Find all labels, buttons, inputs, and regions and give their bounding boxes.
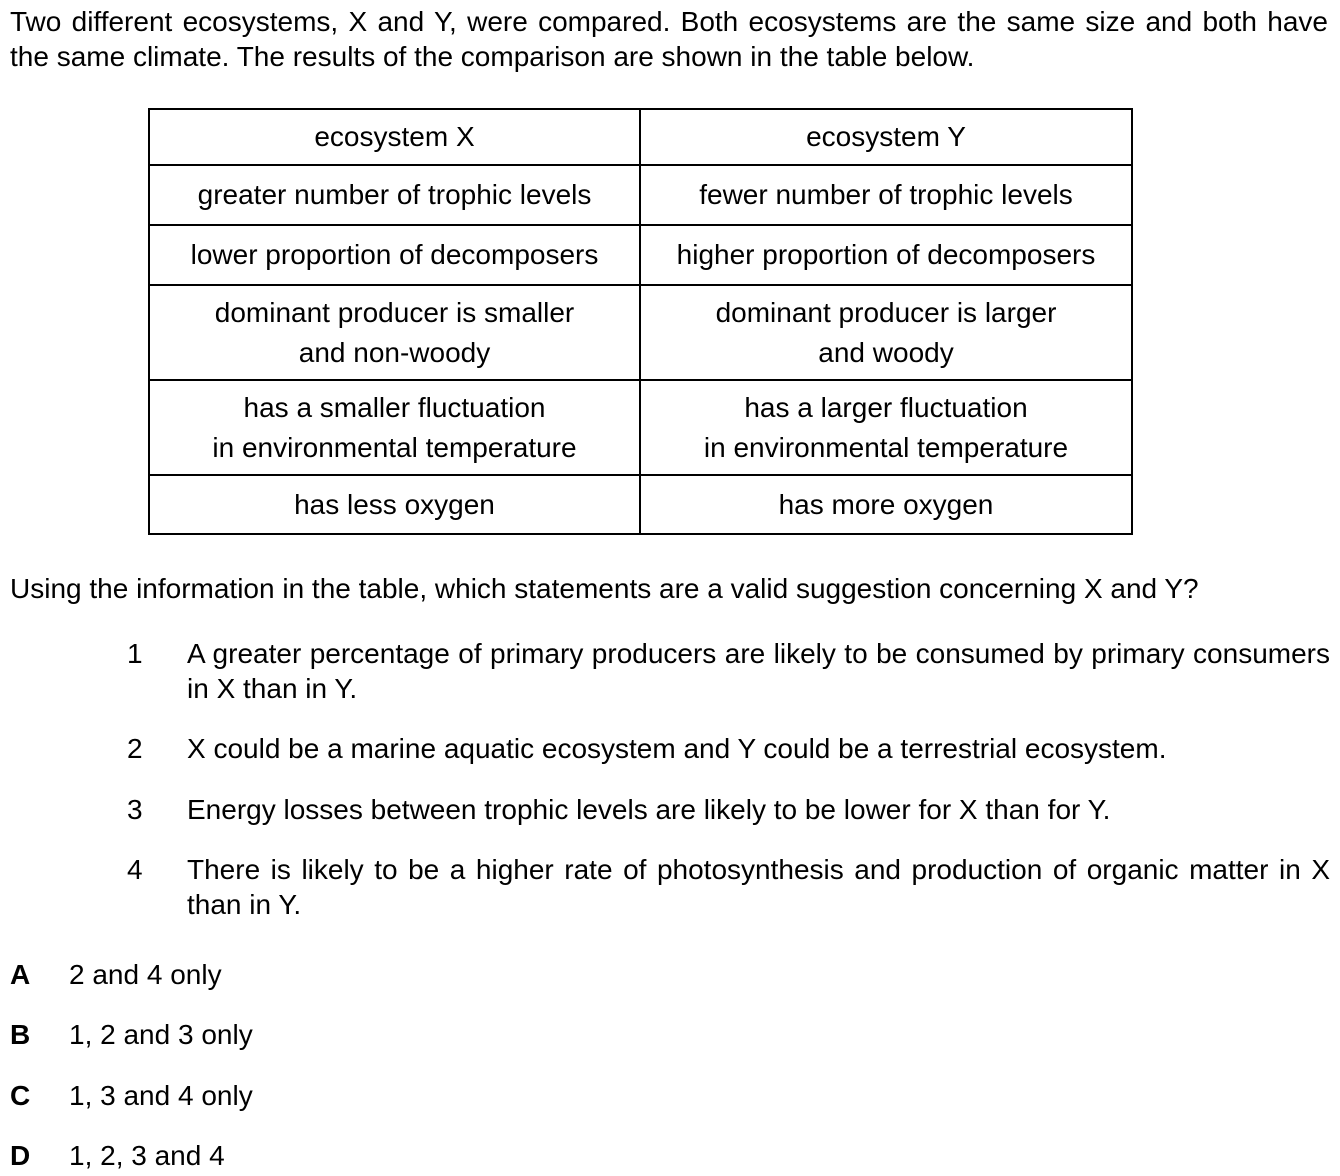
option-letter: C bbox=[10, 1080, 31, 1111]
cell-y-decomposers: higher proportion of decomposers bbox=[640, 225, 1132, 285]
option-letter: D bbox=[10, 1140, 31, 1171]
cell-line: dominant producer is smaller bbox=[214, 296, 575, 328]
option-a[interactable] bbox=[10, 957, 222, 992]
table-row bbox=[149, 225, 1132, 285]
statement-number: 4 bbox=[127, 854, 143, 885]
option-text: 1, 3 and 4 only bbox=[69, 1080, 253, 1111]
statement-text: There is likely to be a higher rate of photosynthesis and production of organic matter in X than in Y. bbox=[187, 854, 1330, 920]
intro-paragraph: Two different ecosystems, X and Y, were compared. Both ecosystems are the same size and both have the same climate. The results of the comparison are shown in the table below. bbox=[10, 6, 1328, 72]
option-text: 1, 2, 3 and 4 bbox=[69, 1140, 225, 1171]
option-letter: A bbox=[10, 959, 31, 990]
question-stem: Using the information in the table, which statements are a valid suggestion concerning X and Y? bbox=[10, 573, 1199, 604]
statement-1 bbox=[127, 636, 1330, 706]
cell-y-temperature bbox=[640, 380, 1132, 475]
cell-line: in environmental temperature bbox=[212, 431, 577, 463]
statement-text: A greater percentage of primary producers are likely to be consumed by primary consumers in X than in Y. bbox=[187, 638, 1330, 704]
statement-4 bbox=[127, 852, 1330, 922]
cell-y-dominant-producer bbox=[640, 285, 1132, 380]
cell-x-oxygen: has less oxygen bbox=[149, 475, 640, 534]
statement-number: 2 bbox=[127, 733, 143, 764]
comparison-table bbox=[148, 108, 1133, 535]
cell-line: has a larger fluctuation bbox=[744, 391, 1028, 423]
cell-line: has a smaller fluctuation bbox=[243, 391, 546, 423]
option-c[interactable] bbox=[10, 1078, 253, 1113]
statement-3 bbox=[127, 792, 1330, 827]
statement-2 bbox=[127, 731, 1330, 766]
cell-x-temperature bbox=[149, 380, 640, 475]
statement-text: X could be a marine aquatic ecosystem and Y could be a terrestrial ecosystem. bbox=[187, 733, 1167, 764]
cell-line: and non-woody bbox=[298, 336, 491, 368]
cell-y-oxygen: has more oxygen bbox=[640, 475, 1132, 534]
table-row bbox=[149, 285, 1132, 380]
cell-x-trophic-levels: greater number of trophic levels bbox=[149, 165, 640, 225]
option-text: 1, 2 and 3 only bbox=[69, 1019, 253, 1050]
table-row bbox=[149, 475, 1132, 534]
cell-line: in environmental temperature bbox=[703, 431, 1069, 463]
cell-line: dominant producer is larger bbox=[715, 296, 1057, 328]
header-ecosystem-x: ecosystem X bbox=[149, 109, 640, 165]
table-row bbox=[149, 165, 1132, 225]
statement-text: Energy losses between trophic levels are likely to be lower for X than for Y. bbox=[187, 794, 1111, 825]
option-d[interactable] bbox=[10, 1138, 225, 1173]
cell-x-dominant-producer bbox=[149, 285, 640, 380]
statement-number: 3 bbox=[127, 794, 143, 825]
option-letter: B bbox=[10, 1019, 31, 1050]
table-header-row bbox=[149, 109, 1132, 165]
cell-line: and woody bbox=[818, 336, 954, 368]
cell-x-decomposers: lower proportion of decomposers bbox=[149, 225, 640, 285]
option-text: 2 and 4 only bbox=[69, 959, 222, 990]
option-b[interactable] bbox=[10, 1017, 253, 1052]
cell-y-trophic-levels: fewer number of trophic levels bbox=[640, 165, 1132, 225]
statement-number: 1 bbox=[127, 638, 143, 669]
table-row bbox=[149, 380, 1132, 475]
header-ecosystem-y: ecosystem Y bbox=[640, 109, 1132, 165]
